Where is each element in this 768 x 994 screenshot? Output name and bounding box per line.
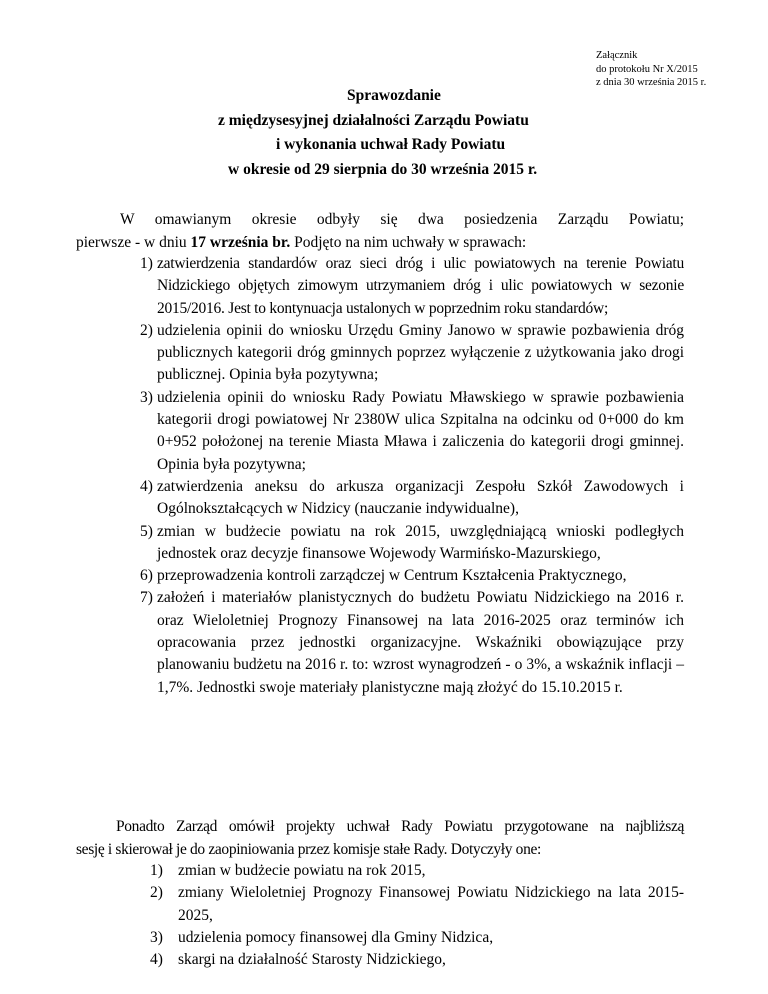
list-item (76, 927, 684, 949)
list-item (76, 387, 684, 476)
intro-line (76, 232, 684, 255)
item-text: założeń i materiałów planistycznych do budżetu Powiatu Nidzickiego na 2016 r. oraz Wieloletniej Prognozy Finansowej na lata 2016-2025 oraz terminów ich opracowania przez jednostki organizacyjne. Wskaźniki obowiązujące przy planowaniu budżetu na 2016 r. to: wzrost wynagrodzeń - o 3%, a wskaźnik inflacji – 1,7%. Jednostki swoje materiały planistyczne mają złożyć do 15.10.2015 r. (157, 589, 684, 696)
item-text: zatwierdzenia standardów oraz sieci dróg i ulic powiatowych na terenie Powiatu Nidzickiego objętych zimowym utrzymaniem dróg i ulic powiatowych w sezonie 2015/2016. Jest to kontynuacja ustalonych w poprzednim roku standardów; (157, 255, 684, 317)
paragraph-line: sesję i skierował je do zaopiniowania przez komisje stałe Rady. Dotyczyły one: (76, 840, 541, 858)
annex-line: do protokołu Nr X/2015 (596, 63, 698, 75)
paragraph-line: Ponadto Zarząd omówił projekty uchwał Rady Powiatu przygotowane na najbliższą (116, 818, 684, 835)
list-item (76, 565, 684, 587)
heading-line: z międzysesyjnej działalności Zarządu Powiatu (218, 111, 529, 129)
item-number: 1) (140, 255, 153, 272)
list-item (76, 587, 684, 698)
item-number: 1) (150, 862, 163, 879)
list-item (76, 253, 684, 320)
list-item (76, 882, 684, 927)
second-paragraph (76, 816, 684, 861)
document-heading (0, 84, 768, 182)
item-number: 3) (150, 928, 163, 946)
heading-period: w okresie od 29 sierpnia do 30 września 2015 r. (228, 160, 538, 178)
item-text: zmiany Wieloletniej Prognozy Finansowej Powiatu Nidzickiego na lata 2015-2025, (178, 884, 684, 924)
intro-paragraph (76, 209, 684, 254)
heading-title: Sprawozdanie (347, 87, 441, 104)
resolutions-list (76, 253, 684, 699)
item-text: zmian w budżecie powiatu na rok 2015, (178, 862, 426, 879)
intro-text: pierwsze - w dniu (76, 233, 191, 251)
item-number: 5) (140, 522, 153, 540)
item-number: 4) (140, 477, 153, 495)
intro-line: W omawianym okresie odbyły się dwa posiedzenia Zarządu Powiatu; (120, 211, 684, 228)
intro-date: 17 września br. (190, 233, 291, 251)
item-text: udzielenia opinii do wniosku Urzędu Gminy Janowo w sprawie pozbawienia dróg publicznych kategorii dróg gminnych poprzez wyłączenie z użytkowania jako drogi publicznej. Opinia była pozytywna; (157, 321, 684, 384)
item-text: zmian w budżecie powiatu na rok 2015, uwzględniającą wnioski podległych jednostek oraz decyzje finansowe Wojewody Warmińsko-Mazurskiego, (157, 522, 684, 562)
list-item (76, 476, 684, 521)
annex-line: Załącznik (596, 50, 638, 61)
item-text: zatwierdzenia aneksu do arkusza organizacji Zespołu Szkół Zawodowych i Ogólnokształcących w Nidzicy (nauczanie indywidualne), (157, 477, 684, 518)
intro-text: Podjęto na nim uchwały w sprawach: (290, 233, 527, 251)
projects-list (76, 860, 684, 971)
list-item (76, 949, 684, 971)
annex-line: z dnia 30 września 2015 r. (596, 77, 707, 88)
list-item (76, 860, 684, 882)
heading-line: i wykonania uchwał Rady Powiatu (276, 136, 506, 153)
item-text: przeprowadzenia kontroli zarządczej w Centrum Kształcenia Praktycznego, (157, 567, 627, 585)
item-number: 3) (140, 388, 153, 406)
item-text: skargi na działalność Starosty Nidzickiego, (178, 951, 446, 969)
item-number: 2) (150, 884, 163, 902)
item-text: udzielenia opinii do wniosku Rady Powiatu Mławskiego w sprawie pozbawienia kategorii drogi powiatowej Nr 2380W ulica Szpitalna na odcinku od 0+000 do km 0+952 położonej na terenie Miasta Mława i zaliczenia do kategorii drogi gminnej. Opinia była pozytywna; (157, 388, 684, 473)
item-number: 2) (140, 321, 153, 339)
item-number: 6) (140, 567, 153, 585)
list-item (76, 320, 684, 387)
list-item (76, 521, 684, 566)
item-number: 4) (150, 951, 163, 969)
item-number: 7) (140, 589, 153, 607)
item-text: udzielenia pomocy finansowej dla Gminy Nidzica, (178, 928, 494, 946)
